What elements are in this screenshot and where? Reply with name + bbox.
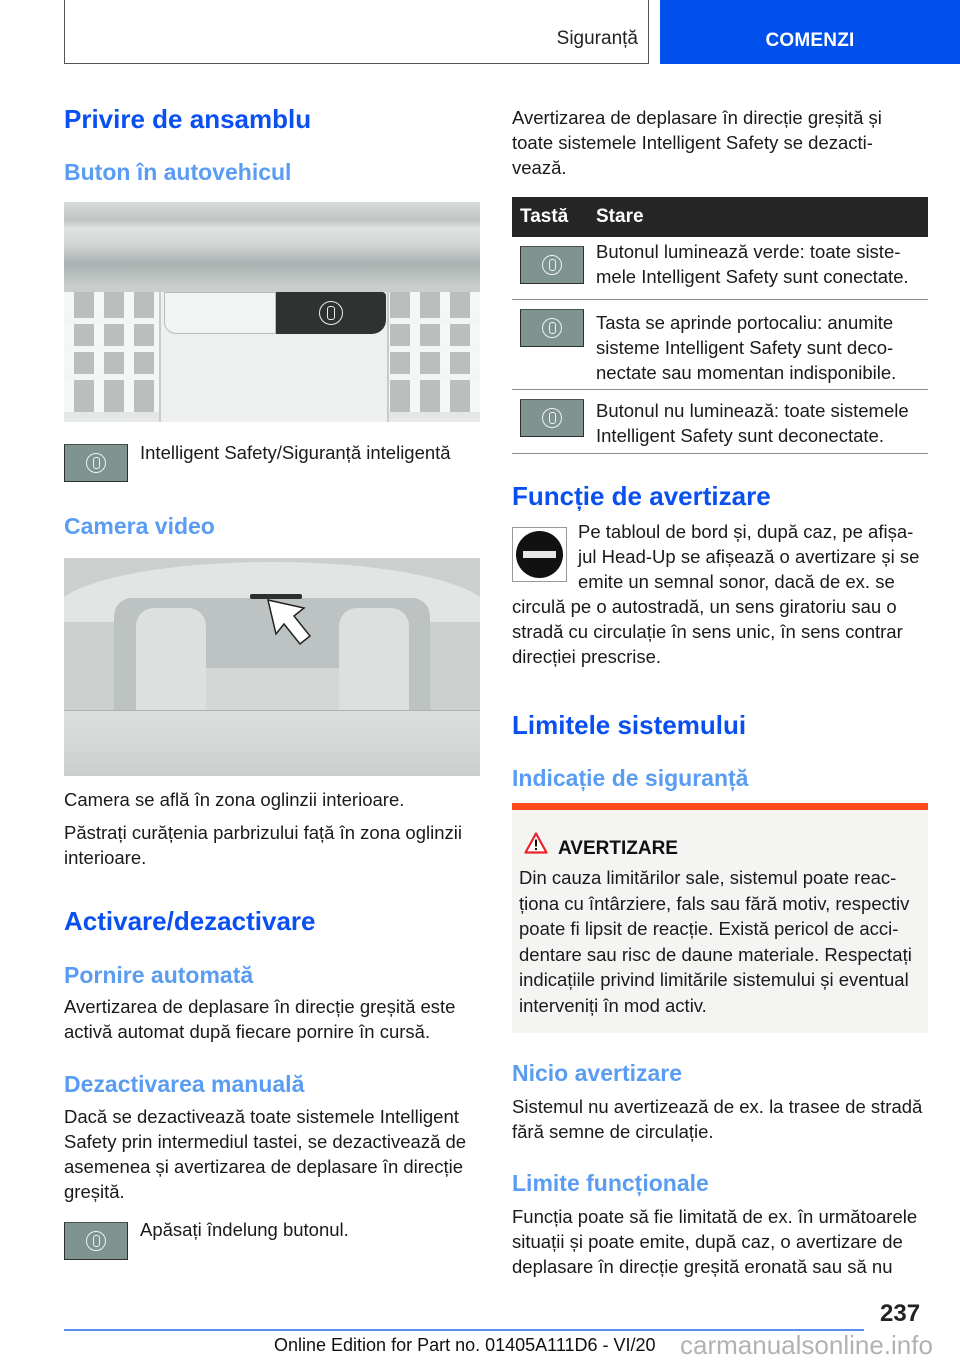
air-vent-right — [380, 292, 480, 412]
intro-text: Avertizarea de deplasare în direcție greșită și toate sistemele Intelligent Safety se dezacti-vează. — [512, 107, 882, 178]
camera-clean-text: Păstrați curățenia parbrizului față în zona oglinzii interioare. — [64, 822, 462, 868]
heading-camera: Camera video — [64, 513, 215, 539]
button-caption: Intelligent Safety/Siguranță inteligentă — [140, 442, 451, 463]
warning-body: Din cauza limitărilor sale, sistemul poate reac-ționa cu întârziere, fals sau fără motiv, respectiv poate fi lipsit de reacție. Există pericol de acci-dentare sau risc de daune materiale. Respectați indicațiile privind limitările sistemului și eventual interveniți în mod activ. — [519, 867, 912, 1016]
press-button-caption: Apăsați îndelung butonul. — [140, 1219, 349, 1240]
chapter-tab-label: COMENZI — [765, 30, 855, 51]
table-header — [512, 197, 928, 237]
no-warning-text: Sistemul nu avertizează de ex. la trasee de stradă fără semne de circulație. — [512, 1096, 923, 1142]
state-text: Butonul nu luminează: toate sistemele Intelligent Safety sunt deconectate. — [596, 400, 909, 446]
heading-warning-function: Funcție de avertizare — [512, 481, 771, 511]
intelligent-safety-key-icon — [520, 399, 584, 437]
page-number: 237 — [880, 1300, 921, 1327]
camera-location-text: Camera se află în zona oglinzii interioare. — [64, 789, 405, 810]
warning-function-text — [512, 519, 928, 669]
chapter-tab[interactable] — [660, 0, 960, 64]
dash-sill — [64, 710, 480, 776]
heading-functional-limits: Limite funcționale — [512, 1170, 709, 1196]
car-glyph — [93, 1235, 100, 1247]
table-row — [512, 237, 928, 300]
car-glyph — [549, 259, 556, 271]
interior-camera-illustration — [64, 558, 480, 776]
auto-start-text: Avertizarea de deplasare în direcție greșită este activă automat după fiecare pornire în cursă. — [64, 996, 456, 1042]
warning-function-body: Pe tabloul de bord și, după caz, pe afișa-jul Head-Up se afișează o avertizare și se emite un semnal sonor, dacă de ex. se circulă pe o autostradă, un sens giratoriu sau o stradă cu circulație în sens unic, în sens contrar direcției prescrise. — [512, 521, 920, 667]
intelligent-safety-key-icon — [520, 246, 584, 284]
edition-text: Online Edition for Part no. 01405A111D6 - VI/20 — [274, 1335, 656, 1355]
state-text: Butonul luminează verde: toate siste-mele Intelligent Safety sunt conectate. — [596, 241, 909, 287]
heading-system-limits: Limitele sistemului — [512, 710, 747, 740]
header-section-box — [64, 0, 649, 64]
car-glyph — [549, 322, 556, 334]
heading-no-warning: Nicio avertizare — [512, 1060, 683, 1086]
dashboard-button-illustration — [64, 202, 480, 422]
manual-deactivation-text: Dacă se dezactivează toate sistemele Intelligent Safety prin intermediul tastei, se dezactivează de asemenea și avertizarea de deplasare în direcție greșită. — [64, 1106, 467, 1202]
car-glyph — [327, 306, 335, 320]
car-glyph — [549, 412, 556, 424]
intelligent-safety-key-icon — [520, 309, 584, 347]
intelligent-safety-key-icon — [64, 1222, 128, 1260]
car-glyph — [93, 457, 100, 469]
seat-right — [339, 608, 409, 718]
pointer-arrow-icon — [264, 598, 312, 646]
heading-safety-note: Indicație de siguranță — [512, 765, 749, 791]
heading-button-in-vehicle: Buton în autovehicul — [64, 159, 292, 185]
watermark: carmanualsonline.info — [680, 1330, 933, 1360]
column-header-state: Stare — [596, 206, 644, 227]
air-vent-left — [64, 292, 164, 412]
intelligent-safety-key-icon — [64, 444, 128, 482]
warning-title: AVERTIZARE — [558, 838, 678, 859]
heading-auto-start: Pornire automată — [64, 962, 254, 988]
table-row — [512, 390, 928, 454]
adjacent-button — [164, 292, 276, 334]
warning-box — [512, 803, 928, 1033]
state-text: Tasta se aprinde portocaliu: anumite sisteme Intelligent Safety sunt deco-nectate sau momentan indisponibile. — [596, 312, 897, 383]
intelligent-safety-button-illustration — [276, 292, 386, 334]
table-row — [512, 300, 928, 390]
header-section-title: Siguranță — [556, 28, 638, 49]
heading-overview: Privire de ansamblu — [64, 104, 312, 134]
warning-triangle-icon — [524, 832, 548, 854]
functional-limits-text: Funcția poate să fie limitată de ex. în următoarele situații și poate emite, după caz, o avertizare de deplasare în direcție greșită eronată sau să nu — [512, 1206, 918, 1277]
status-table — [512, 197, 928, 454]
column-header-key: Tastă — [520, 206, 569, 227]
seat-left — [136, 608, 206, 718]
icon-spacer — [512, 519, 578, 594]
heading-manual-deactivation: Dezactivarea manuală — [64, 1071, 305, 1097]
heading-activation: Activare/dezactivare — [64, 906, 316, 936]
